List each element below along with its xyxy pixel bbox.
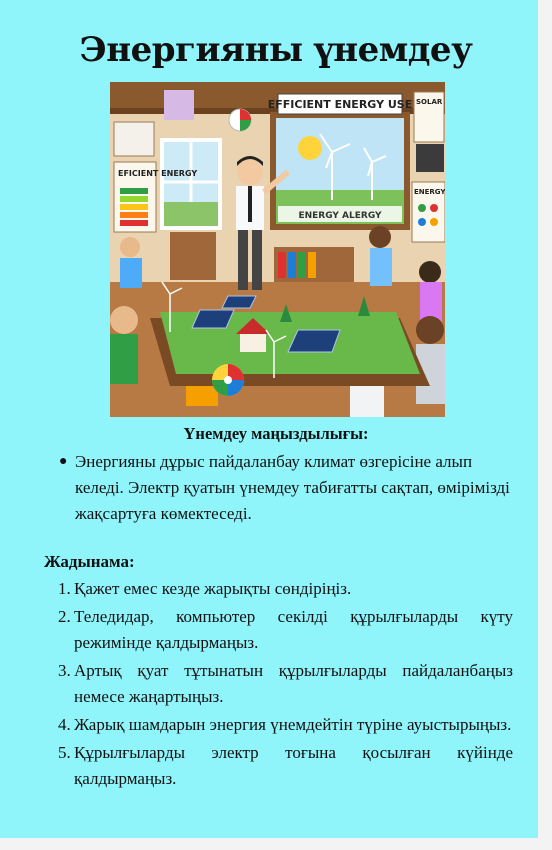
poster-energy-text: ENERGY	[414, 188, 445, 196]
list-text: Жарық шамдарын энергия үнемдейтін түріне ауыстырыңыз.	[74, 715, 512, 734]
notes-heading: Жадынама:	[44, 552, 135, 571]
importance-text: Энергияны дұрыс пайдаланбау климат өзгерісіне алып келеді. Электр қуатын үнемдеу табиғатты сақтап, өмірімізді жақсартуға көмектеседі.	[75, 452, 510, 523]
list-item	[58, 604, 513, 656]
list-item	[58, 712, 513, 738]
list-number: 1.	[58, 579, 71, 598]
board-caption: ENERGY ALERGY	[298, 211, 382, 221]
classroom-energy-illustration	[110, 82, 445, 417]
poster-left-text	[118, 169, 197, 178]
poster-solar-text: SOLAR	[416, 98, 443, 106]
page-title: Энергияны үнемдеу	[79, 30, 473, 70]
board-heading: EFFICIENT ENERGY USE	[267, 98, 413, 111]
bullet-dot-icon: ●	[59, 454, 68, 469]
poster-left-line: EFICIENT ENERGY	[118, 169, 198, 178]
list-number: 5.	[58, 743, 71, 762]
list-item	[59, 449, 510, 527]
list-item	[58, 740, 513, 792]
list-number: 3.	[58, 661, 71, 680]
notes-list	[58, 576, 513, 794]
list-number: 4.	[58, 715, 71, 734]
list-number: 2.	[58, 607, 71, 626]
importance-list	[59, 449, 510, 527]
list-text: Артық қуат тұтынатын құрылғыларды пайдаланбаңыз немесе жаңартыңыз.	[74, 661, 513, 706]
list-item	[58, 658, 513, 710]
list-text: Қажет емес кезде жарықты сөндіріңіз.	[74, 579, 352, 598]
importance-heading: Үнемдеу маңыздылығы:	[183, 424, 369, 443]
list-text: Теледидар, компьютер секілді құрылғыларды күту режимінде қалдырмаңыз.	[74, 607, 513, 652]
list-text: Құрылғыларды электр тоғына қосылған күйінде қалдырмаңыз.	[74, 743, 513, 788]
list-item	[58, 576, 513, 602]
